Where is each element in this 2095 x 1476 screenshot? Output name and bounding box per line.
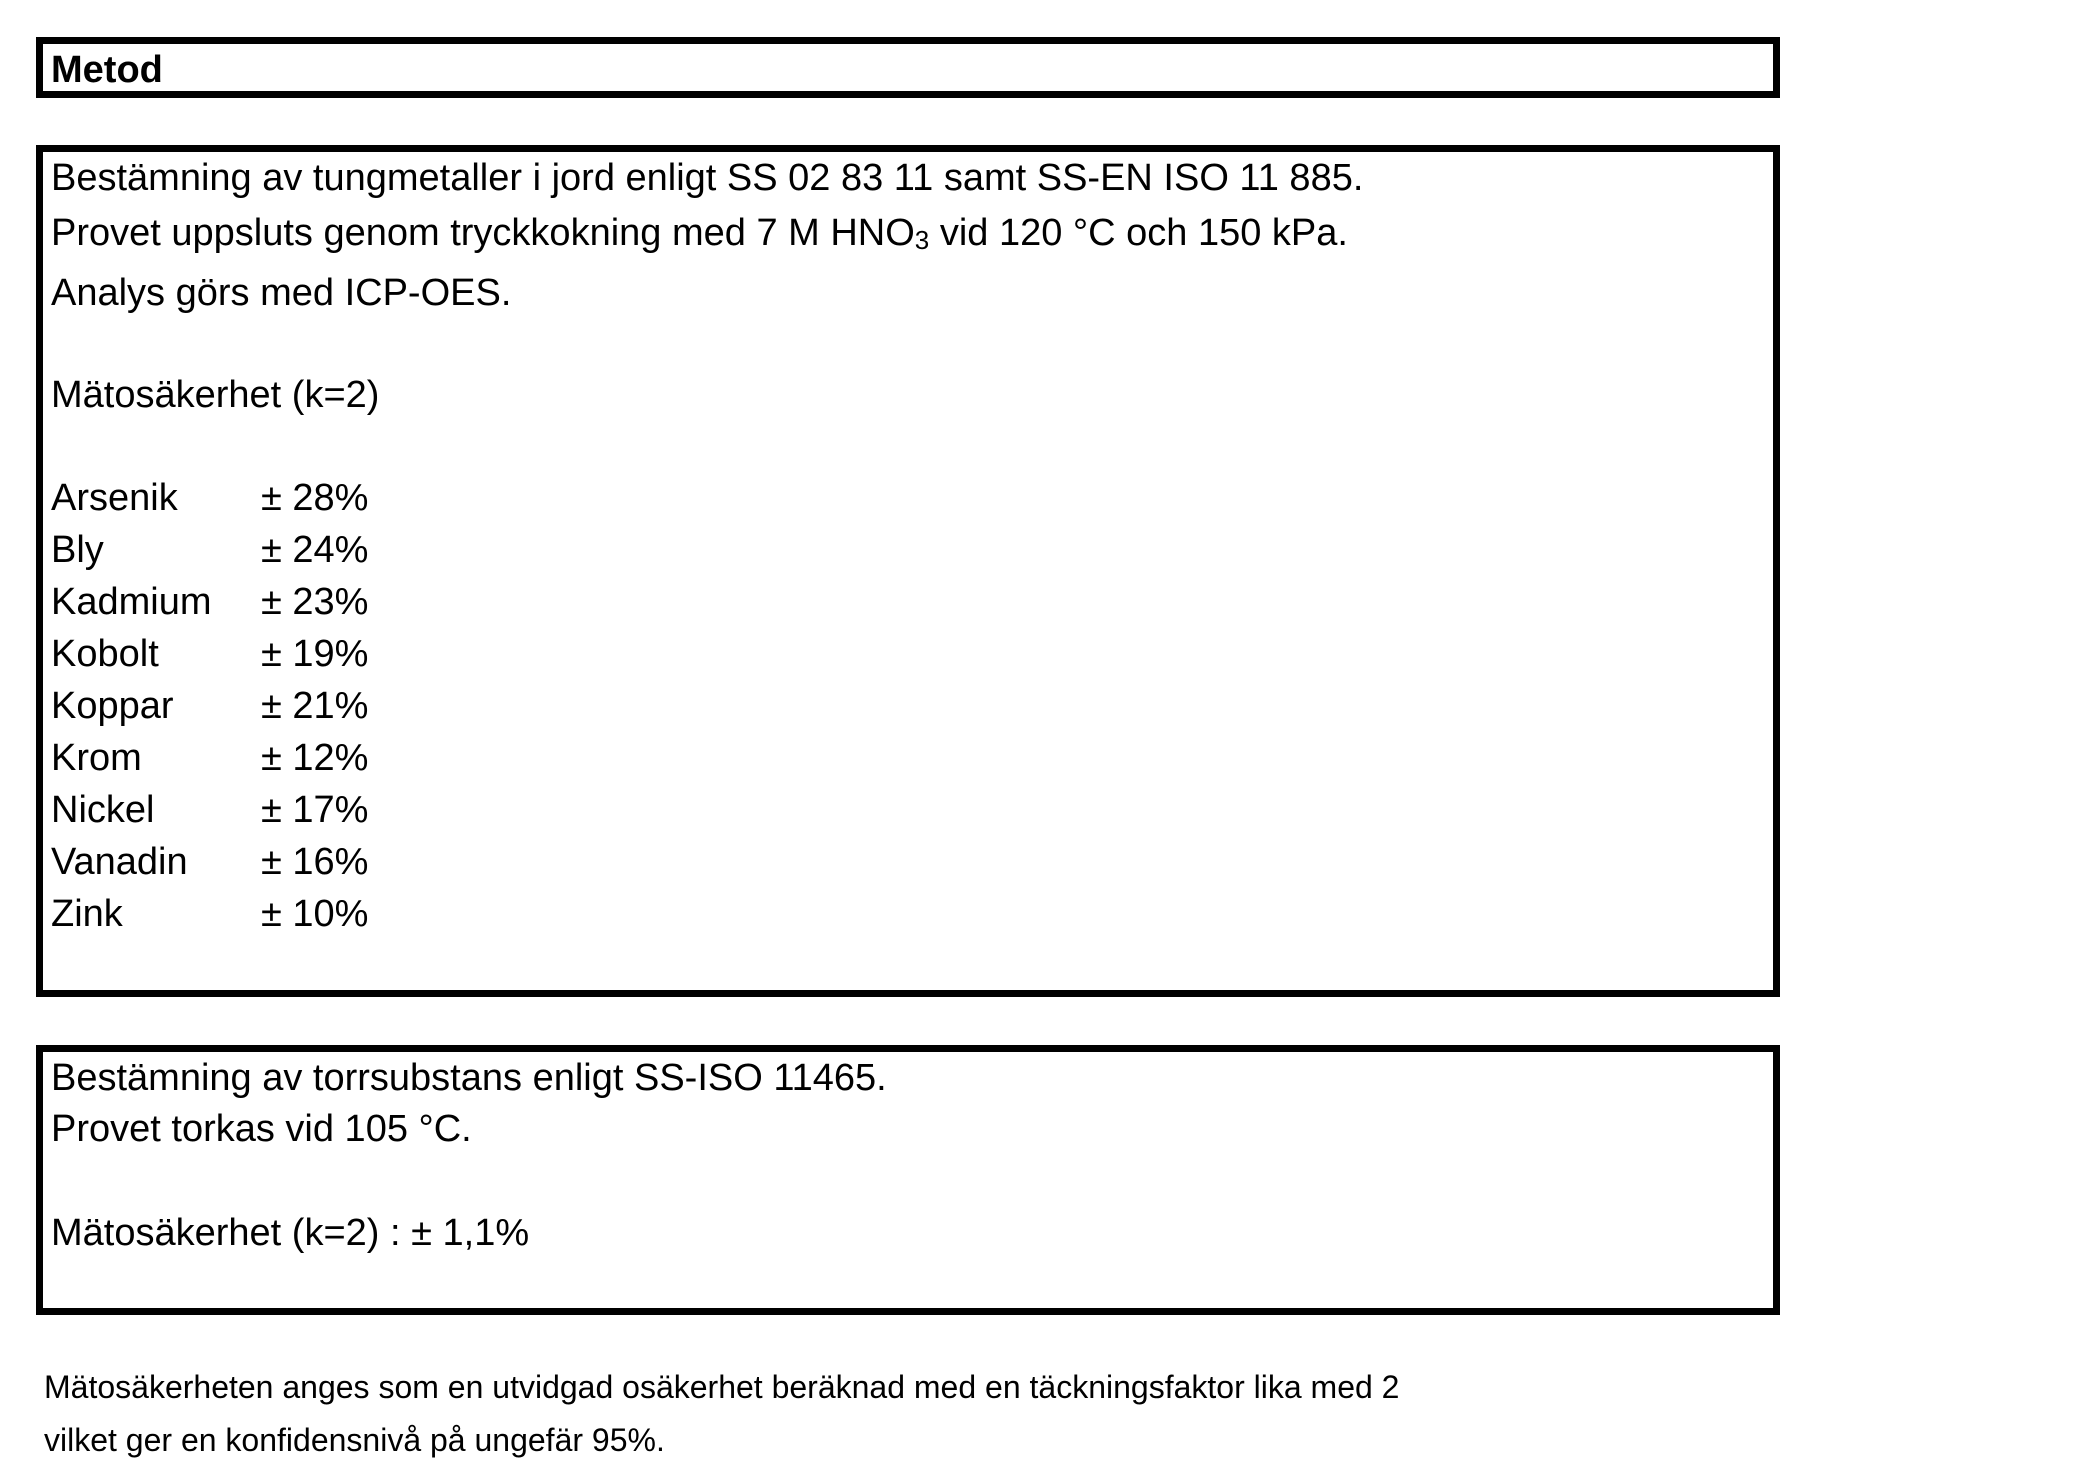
element-uncertainty: ± 12% xyxy=(261,737,369,779)
method-title: Metod xyxy=(51,49,163,91)
element-name: Zink xyxy=(51,893,123,935)
element-uncertainty: ± 17% xyxy=(261,789,369,831)
element-uncertainty: ± 21% xyxy=(261,685,369,727)
uncertainty-heading: Mätosäkerhet (k=2) xyxy=(51,374,380,416)
dry-matter-standard-line: Bestämning av torrsubstans enligt SS-ISO 11465. xyxy=(51,1057,887,1099)
heavy-metals-standard-line: Bestämning av tungmetaller i jord enligt SS 02 83 11 samt SS-EN ISO 11 885. xyxy=(51,157,1364,199)
dry-matter-uncertainty: Mätosäkerhet (k=2) : ± 1,1% xyxy=(51,1212,530,1254)
element-name: Bly xyxy=(51,529,104,571)
dry-matter-method-box xyxy=(36,1045,1780,1315)
element-name: Koppar xyxy=(51,685,174,727)
digestion-text: Provet uppsluts genom tryckkokning med 7 M HNO xyxy=(51,212,915,254)
analysis-method-line: Analys görs med ICP-OES. xyxy=(51,272,512,314)
element-uncertainty: ± 24% xyxy=(261,529,369,571)
element-name: Kadmium xyxy=(51,581,212,623)
element-name: Kobolt xyxy=(51,633,159,675)
element-name: Krom xyxy=(51,737,142,779)
element-uncertainty: ± 28% xyxy=(261,477,369,519)
footnote-line-2: vilket ger en konfidensnivå på ungefär 95%. xyxy=(44,1422,665,1458)
heavy-metals-method-box xyxy=(36,145,1780,997)
element-uncertainty: ± 23% xyxy=(261,581,369,623)
digestion-conditions: vid 120 °C och 150 kPa. xyxy=(929,212,1348,254)
drying-line: Provet torkas vid 105 °C. xyxy=(51,1108,472,1150)
digestion-line xyxy=(51,211,1348,255)
element-uncertainty: ± 19% xyxy=(261,633,369,675)
footnote-line-1: Mätosäkerheten anges som en utvidgad osäkerhet beräknad med en täckningsfaktor lika med 2 xyxy=(44,1369,1400,1405)
element-uncertainty: ± 16% xyxy=(261,841,369,883)
nitric-acid-subscript: 3 xyxy=(914,225,930,255)
element-uncertainty: ± 10% xyxy=(261,893,369,935)
element-name: Nickel xyxy=(51,789,155,831)
element-name: Vanadin xyxy=(51,841,188,883)
element-name: Arsenik xyxy=(51,477,178,519)
method-header-box xyxy=(36,37,1780,98)
